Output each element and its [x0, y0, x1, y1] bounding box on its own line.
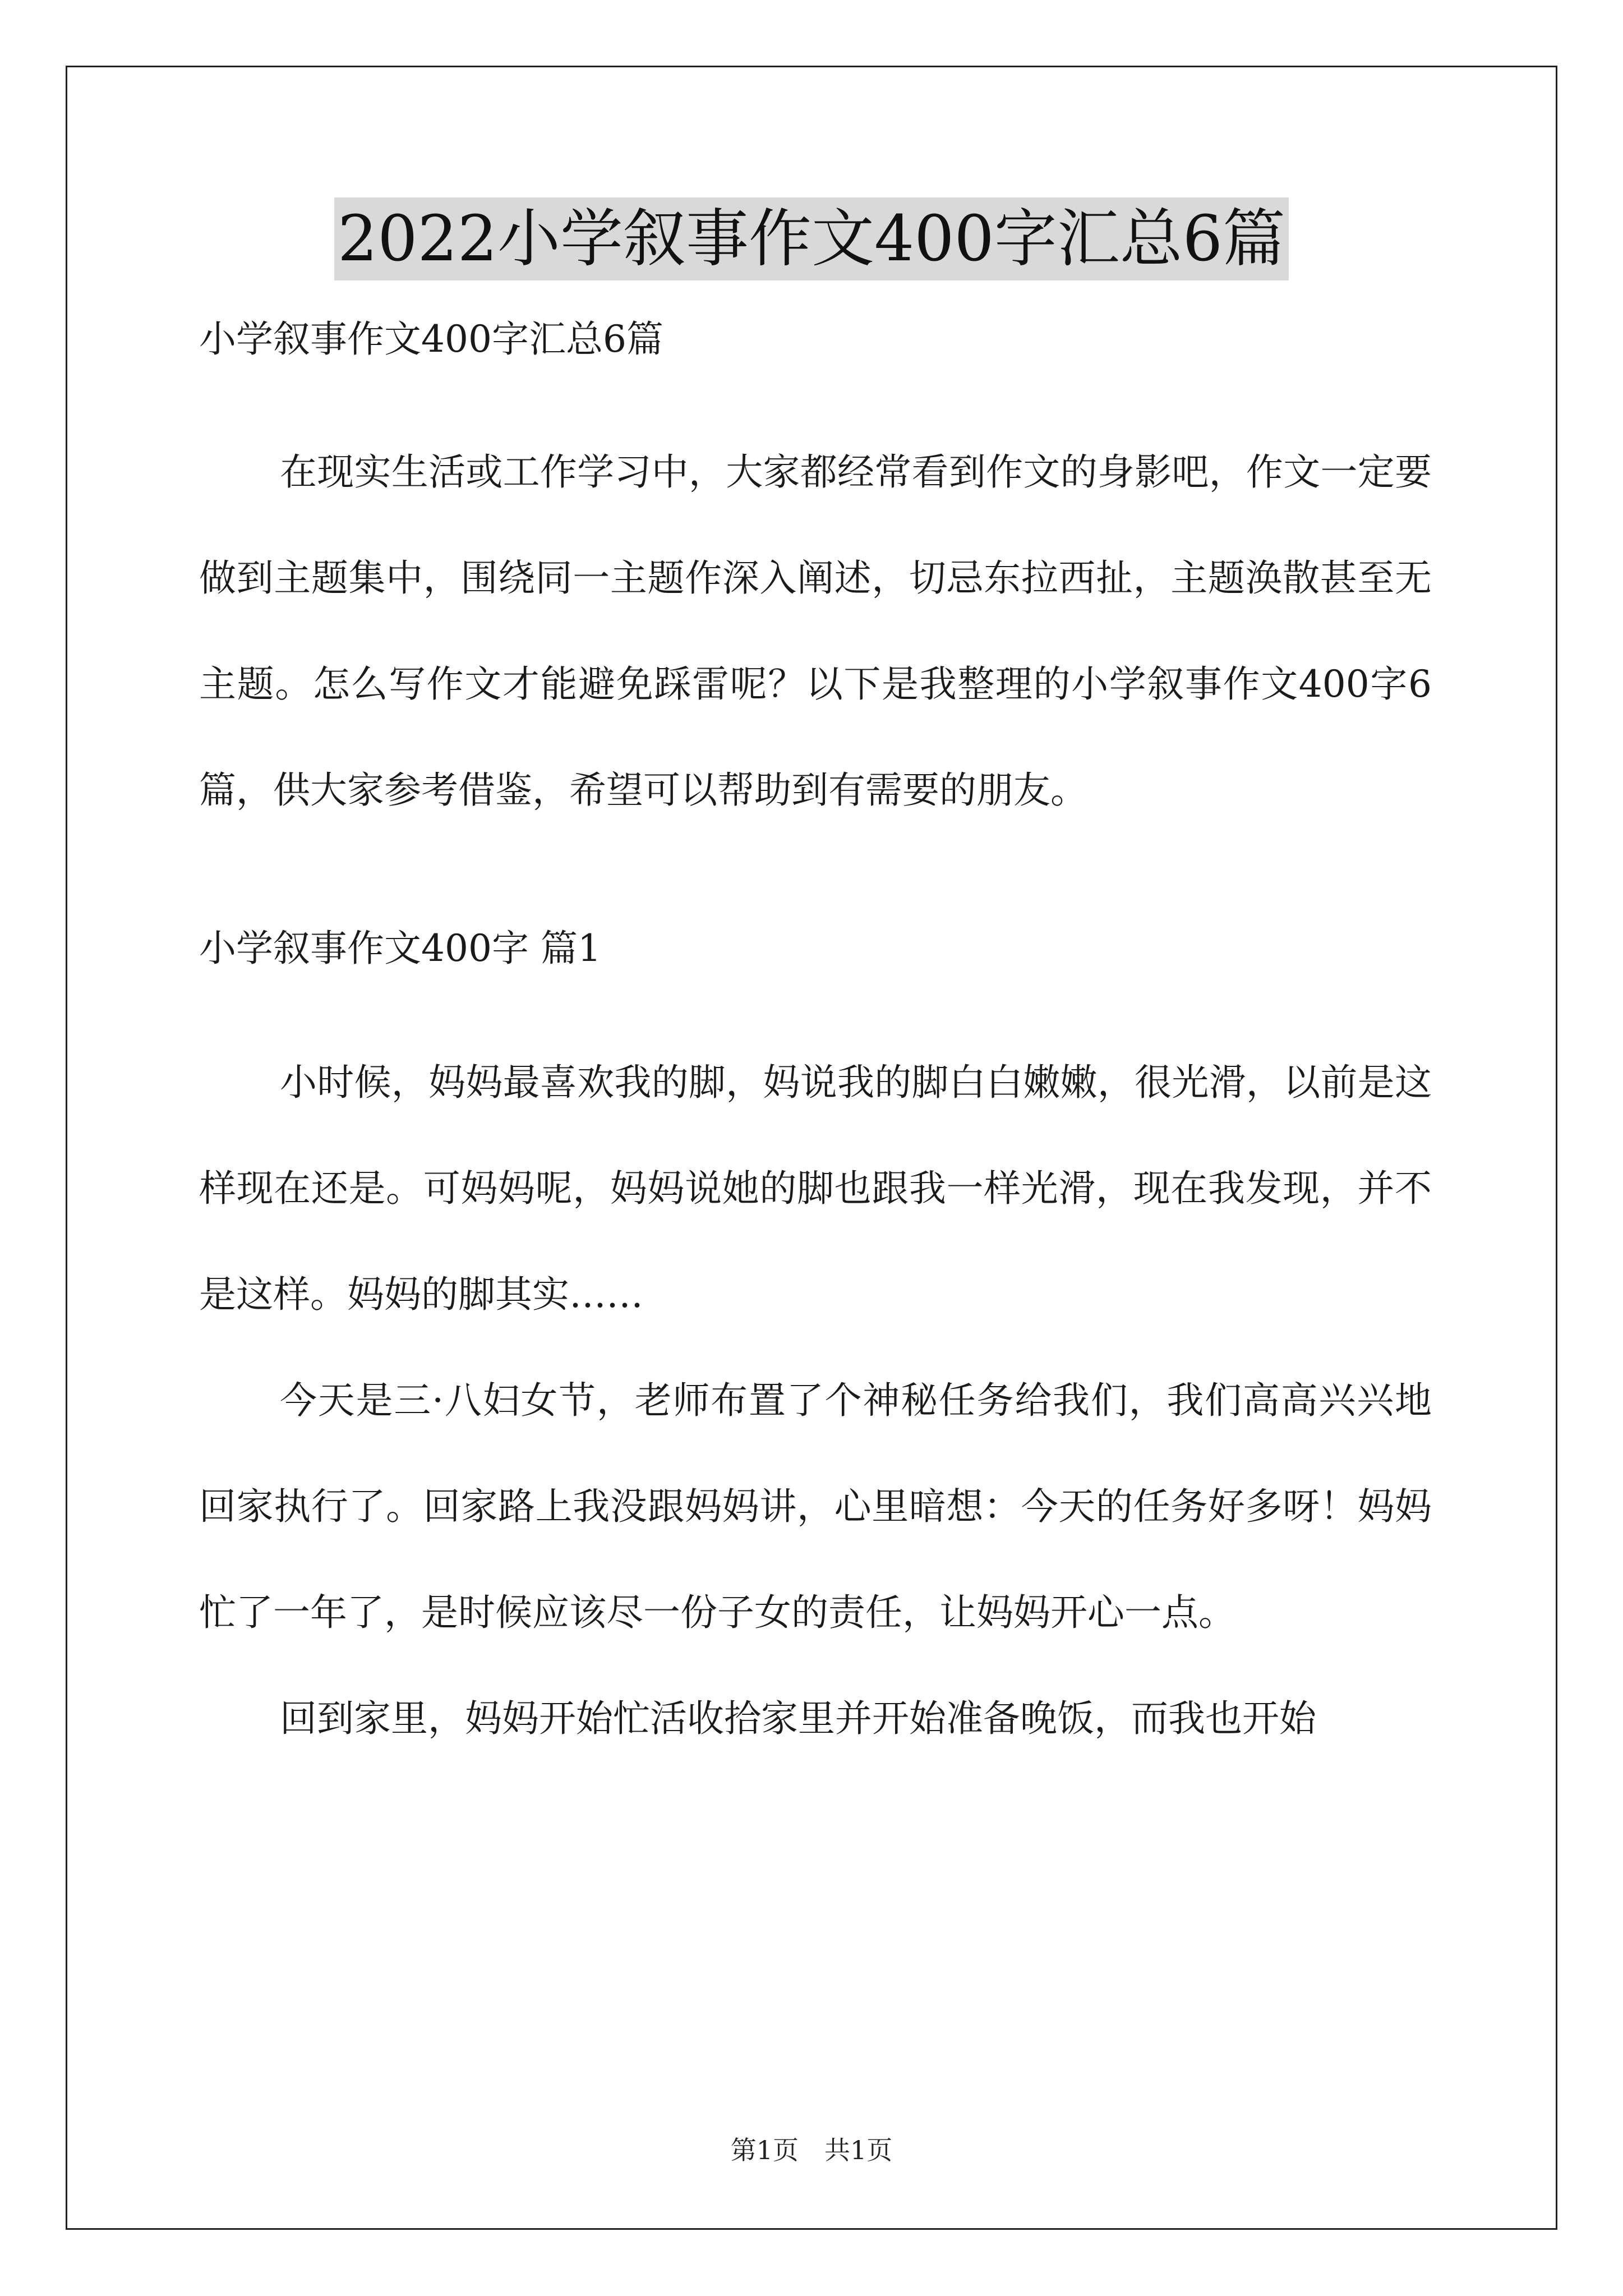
document-body	[199, 314, 1432, 1772]
document-subtitle: 小学叙事作文400字汇总6篇	[199, 318, 663, 361]
body-paragraph: 小时候，妈妈最喜欢我的脚，妈说我的脚白白嫩嫩，很光滑，以前是这样现在还是。可妈妈呢，妈妈说她的脚也跟我一样光滑，现在我发现，并不是这样。妈妈的脚其实……	[199, 1061, 1432, 1316]
document-title: 2022小学叙事作文400字汇总6篇	[334, 197, 1289, 280]
body-paragraph: 回到家里，妈妈开始忙活收拾家里并开始准备晚饭，而我也开始	[280, 1697, 1316, 1740]
title-container	[0, 197, 1623, 280]
section-title: 小学叙事作文400字 篇1	[199, 927, 601, 970]
page-footer: 第1页 共1页	[730, 2135, 893, 2165]
body-paragraph: 今天是三·八妇女节，老师布置了个神秘任务给我们，我们高高兴兴地回家执行了。回家路上我没跟妈妈讲，心里暗想：今天的任务好多呀！妈妈忙了一年了，是时候应该尽一份子女的责任，让妈妈开心一点。	[199, 1379, 1432, 1634]
intro-paragraph: 在现实生活或工作学习中，大家都经常看到作文的身影吧，作文一定要做到主题集中，围绕同一主题作深入阐述，切忌东拉西扯，主题涣散甚至无主题。怎么写作文才能避免踩雷呢？以下是我整理的小学叙事作文400字6篇，供大家参考借鉴，希望可以帮助到有需要的朋友。	[199, 450, 1432, 812]
